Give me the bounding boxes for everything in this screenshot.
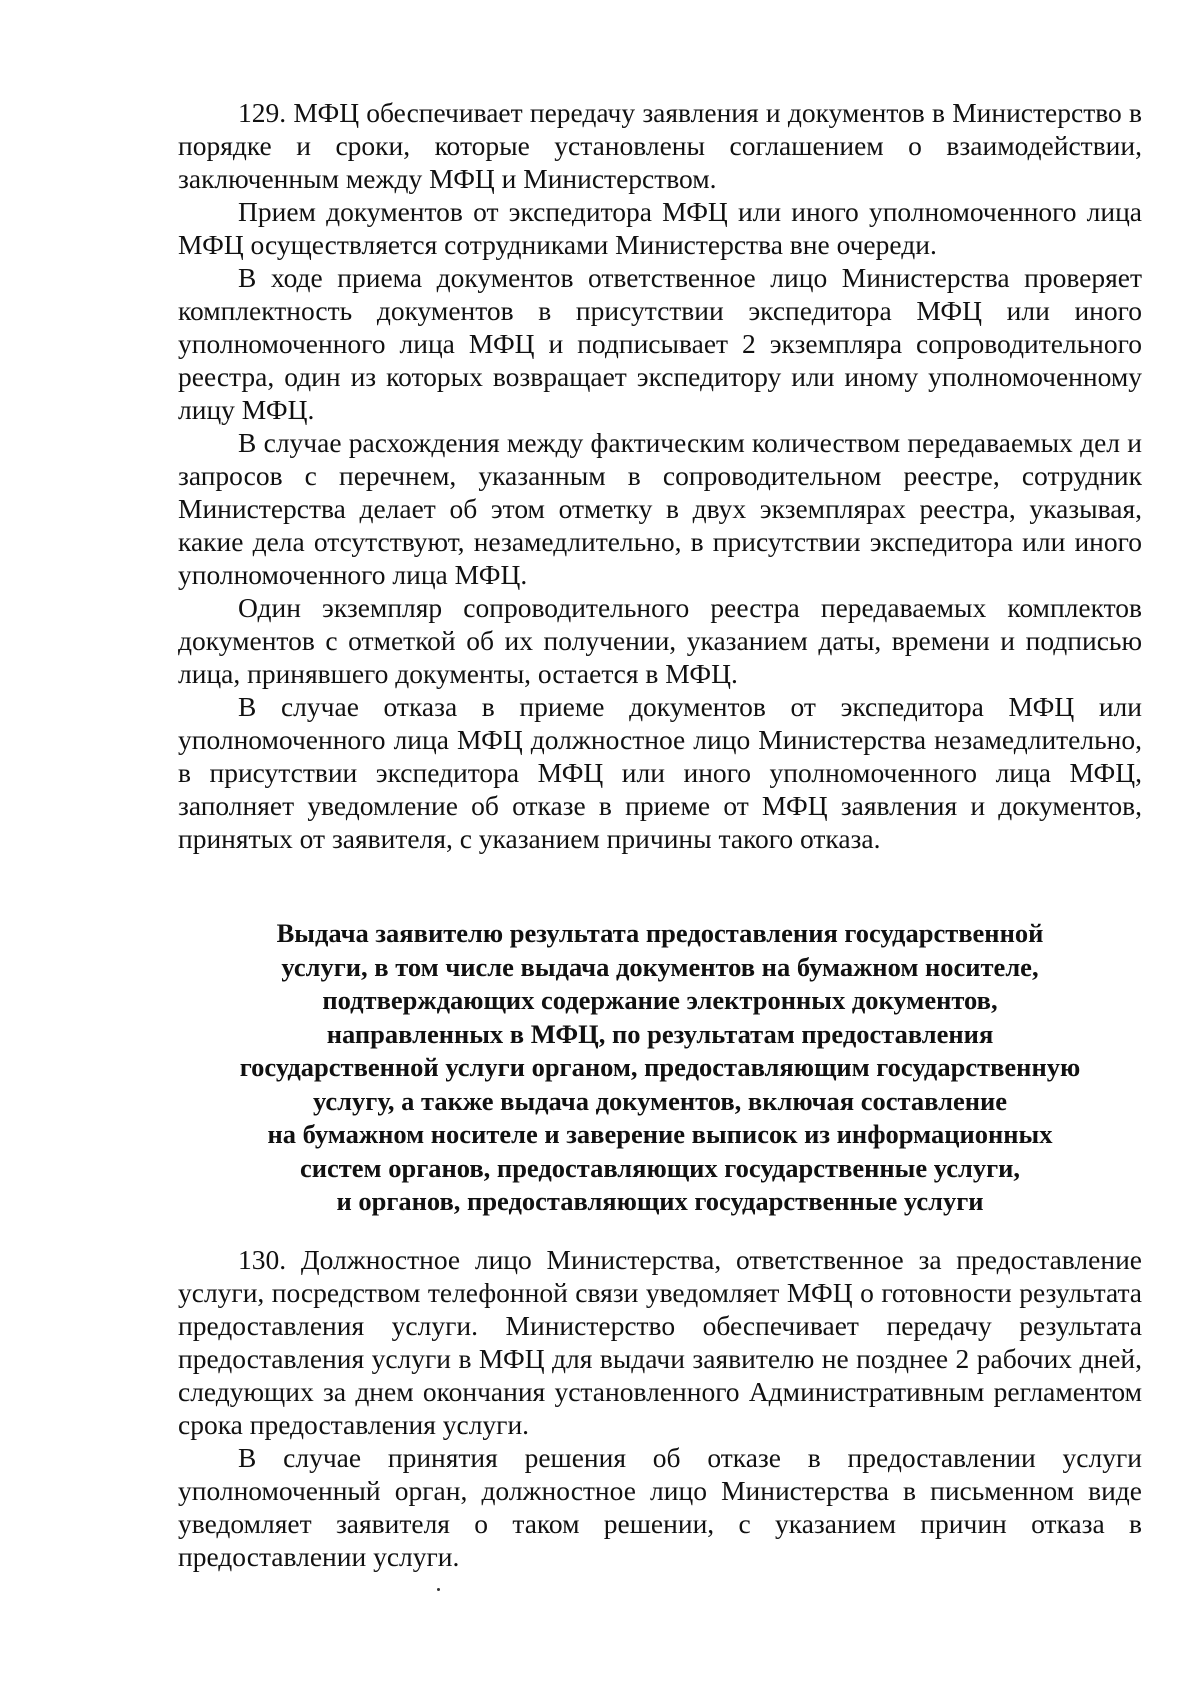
heading-line: и органов, предоставляющих государственные услуги [336,1186,984,1216]
section-130 [178,1243,1142,1573]
heading-line: направленных в МФЦ, по результатам предоставления [326,1018,994,1049]
paragraph-129-2: Прием документов от экспедитора МФЦ или иного уполномоченного лица МФЦ осуществляется сотрудниками Министерства вне очереди. [178,196,1142,260]
paragraph-129-1: 129. МФЦ обеспечивает передачу заявления и документов в Министерство в порядке и сроки, которые установлены соглашением о взаимодействии, заключенным между МФЦ и Министерством. [178,97,1142,194]
paragraph-129-4: В случае расхождения между фактическим количеством передаваемых дел и запросов с перечнем, указанным в сопроводительном реестре, сотрудник Министерства делает об этом отметку в двух экземплярах реестра, указывая, какие дела отсутствуют, незамедлительно, в присутствии экспедитора или иного уполномоченного лица МФЦ. [178,427,1142,590]
scan-speck [437,1588,440,1591]
paragraph-130-1: 130. Должностное лицо Министерства, ответственное за предоставление услуги, посредством телефонной связи уведомляет МФЦ о готовности результата предоставления услуги. Министерство обеспечивает передачу результата предоставления услуги в МФЦ для выдачи заявителю не позднее 2 рабочих дней, следующих за днем окончания установленного Административным регламентом срока предоставления услуги. [178,1244,1142,1440]
heading-line: систем органов, предоставляющих государственные услуги, [299,1152,1021,1183]
section-129 [178,96,1142,855]
heading-line: государственной услуги органом, предоставляющим государственную [239,1052,1081,1082]
heading-line: Выдача заявителю результата предоставления государственной [276,918,1044,948]
paragraph-129-6: В случае отказа в приеме документов от экспедитора МФЦ или уполномоченного лица МФЦ должностное лицо Министерства незамедлительно, в присутствии экспедитора МФЦ или иного уполномоченного лица МФЦ, заполняет уведомление об отказе в приеме от МФЦ заявления и документов, принятых от заявителя, с указанием причины такого отказа. [178,691,1142,854]
heading-line: подтверждающих содержание электронных документов, [322,985,998,1015]
heading-line: услугу, а также выдача документов, включая составление [312,1085,1008,1116]
heading-line: на бумажном носителе и заверение выписок из информационных [267,1119,1053,1149]
paragraph-130-2: В случае принятия решения об отказе в предоставлении услуги уполномоченный орган, должностное лицо Министерства в письменном виде уведомляет заявителя о таком решении, с указанием причин отказа в предоставлении услуги. [178,1442,1142,1572]
paragraph-129-5: Один экземпляр сопроводительного реестра передаваемых комплектов документов с отметкой об их получении, указанием даты, времени и подписью лица, принявшего документы, остается в МФЦ. [178,592,1142,689]
heading-line: услуги, в том числе выдача документов на бумажном носителе, [281,951,1039,982]
section-heading [178,917,1142,1219]
paragraph-129-3: В ходе приема документов ответственное лицо Министерства проверяет комплектность документов в присутствии экспедитора МФЦ или иного уполномоченного лица МФЦ и подписывает 2 экземпляра сопроводительного реестра, один из которых возвращает экспедитору или иному уполномоченному лицу МФЦ. [178,262,1142,425]
